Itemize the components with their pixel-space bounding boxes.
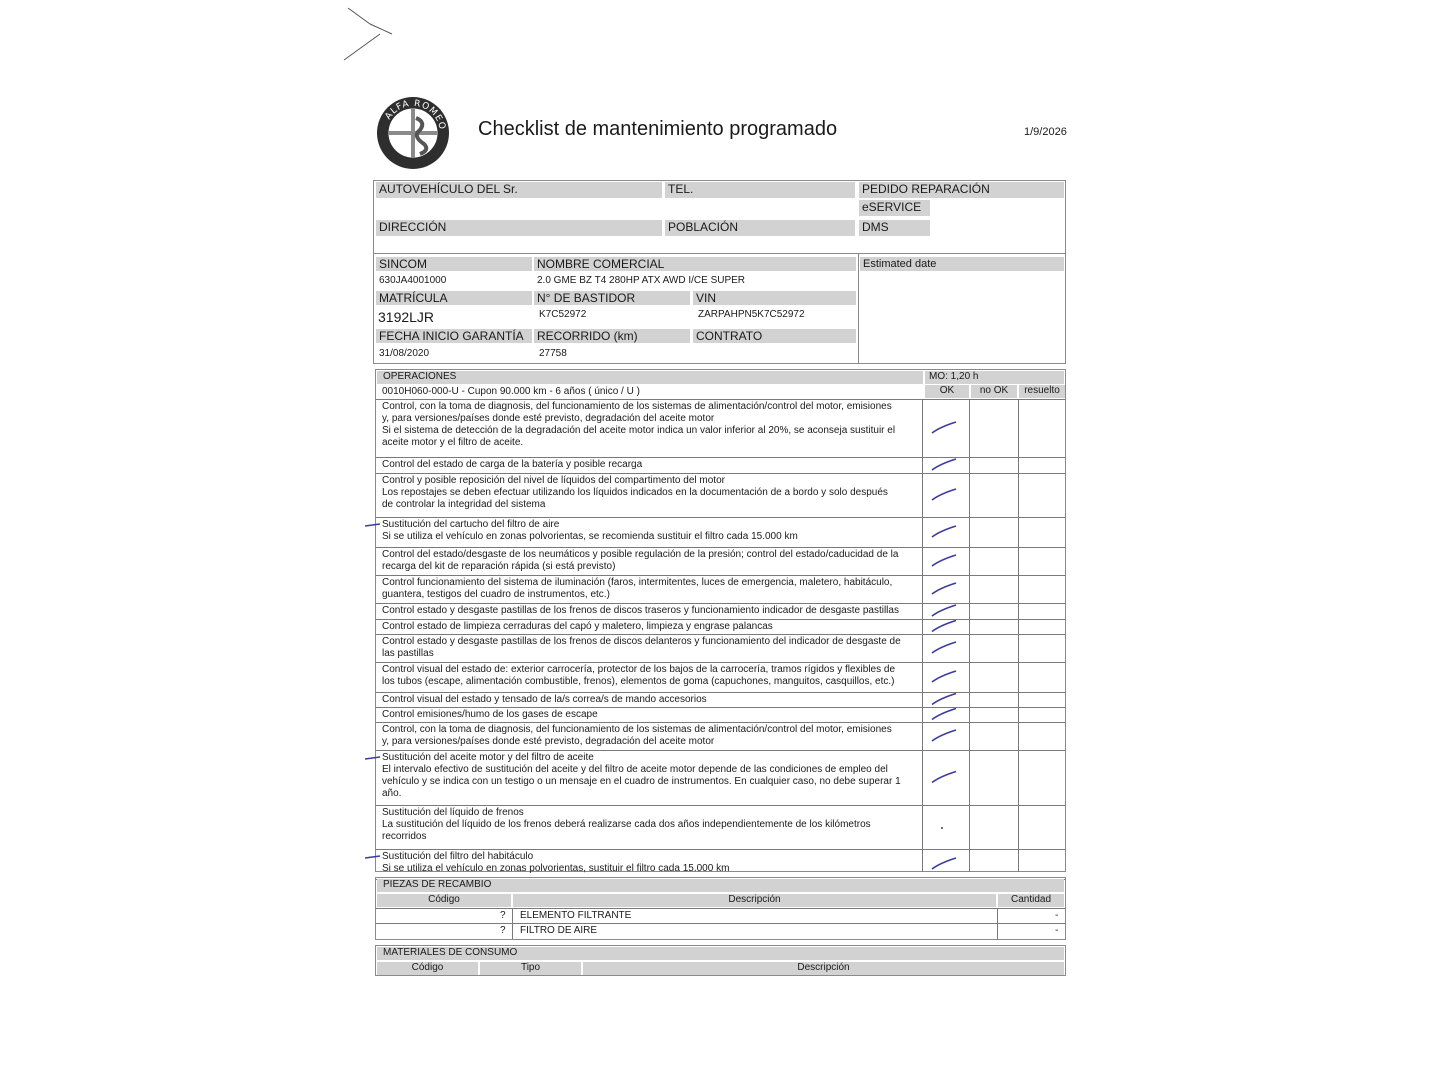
plate-value: 3192LJR bbox=[378, 309, 435, 325]
consumables-col-type: Tipo bbox=[480, 962, 581, 975]
dms-label: DMS bbox=[859, 220, 930, 236]
consumables-title: MATERIALES DE CONSUMO bbox=[377, 947, 1064, 960]
part-description: FILTRO DE AIRE bbox=[520, 925, 598, 936]
operation-text-line: y, para versiones/países donde esté previsto, degradación del aceite motor bbox=[382, 736, 715, 747]
ok-checkmark bbox=[926, 474, 970, 518]
address-label: DIRECCIÓN bbox=[376, 220, 662, 236]
coupon-label: 0010H060-000-U - Cupon 90.000 km - 6 años ( único / U ) bbox=[382, 386, 640, 397]
operation-row bbox=[376, 850, 1065, 880]
ok-checkmark bbox=[926, 518, 970, 548]
operation-text bbox=[382, 807, 918, 843]
page-title: Checklist de mantenimiento programado bbox=[478, 118, 838, 140]
col-divider bbox=[922, 400, 923, 872]
operation-text bbox=[382, 549, 918, 573]
operation-text-line: Control, con la toma de diagnosis, del funcionamiento de los sistemas de alimentación/control del motor, emisiones bbox=[382, 401, 892, 412]
operation-text-line: Si se utiliza el vehículo en zonas polvorientas, sustituir el filtro cada 15.000 km bbox=[382, 863, 730, 874]
operation-row bbox=[376, 620, 1065, 635]
divider bbox=[858, 253, 859, 363]
parts-col-description: Descripción bbox=[513, 894, 996, 907]
operation-text bbox=[382, 664, 918, 688]
ok-checkmark bbox=[926, 458, 970, 474]
operation-text-line: de controlar la integridad del sistema bbox=[382, 499, 546, 510]
operation-text-line: y, para versiones/países donde esté previsto, degradación del aceite motor bbox=[382, 413, 715, 424]
operation-row bbox=[376, 806, 1065, 850]
parts-col-code: Código bbox=[377, 894, 511, 907]
ok-checkmark bbox=[926, 400, 970, 458]
operation-row bbox=[376, 604, 1065, 620]
consumables-table bbox=[375, 945, 1066, 976]
commercial-name-label: NOMBRE COMERCIAL bbox=[534, 257, 856, 271]
operation-text-line: Sustitución del cartucho del filtro de aire bbox=[382, 519, 560, 530]
operation-text-line: Si se utiliza el vehículo en zonas polvorientas, se recomienda sustituir el filtro cada 15.000 km bbox=[382, 531, 798, 542]
operation-text-line: Control estado y desgaste pastillas de los frenos de discos delanteros y funcionamiento del indicador de desgaste de bbox=[382, 636, 901, 647]
alfa-romeo-logo bbox=[376, 96, 450, 170]
col-resolved-header: resuelto bbox=[1019, 385, 1065, 398]
operation-row bbox=[376, 635, 1065, 663]
margin-pen-mark bbox=[364, 754, 384, 762]
operation-text-line: Sustitución del líquido de frenos bbox=[382, 807, 524, 818]
operation-text-line: Sustitución del aceite motor y del filtro de aceite bbox=[382, 752, 594, 763]
operation-text-line: Control, con la toma de diagnosis, del funcionamiento de los sistemas de alimentación/control del motor, emisiones bbox=[382, 724, 892, 735]
operation-text bbox=[382, 851, 918, 875]
vehicle-owner-label: AUTOVEHÍCULO DEL Sr. bbox=[376, 182, 662, 198]
col-divider bbox=[969, 400, 970, 872]
chassis-value: K7C52972 bbox=[539, 309, 587, 320]
operation-row bbox=[376, 751, 1065, 806]
operation-row bbox=[376, 458, 1065, 474]
part-quantity: - bbox=[1055, 910, 1059, 921]
operation-text-line: Control emisiones/humo de los gases de escape bbox=[382, 709, 598, 720]
operation-text-line: guantera, testigos del cuadro de instrumentos, etc.) bbox=[382, 589, 610, 600]
col-nok-header: no OK bbox=[971, 385, 1017, 398]
svg-text:ALFA ROMEO: ALFA ROMEO bbox=[383, 98, 447, 132]
operation-text bbox=[382, 459, 918, 471]
parts-table bbox=[375, 877, 1066, 940]
margin-pen-mark bbox=[364, 853, 384, 861]
operation-text-line: Control y posible reposición del nivel de líquidos del compartimento del motor bbox=[382, 475, 725, 486]
operation-text-line: Control del estado de carga de la batería y posible recarga bbox=[382, 459, 643, 470]
margin-pen-mark bbox=[364, 521, 384, 529]
warranty-label: FECHA INICIO GARANTÍA bbox=[376, 329, 532, 343]
col-divider bbox=[1018, 400, 1019, 872]
operation-text bbox=[382, 605, 918, 617]
part-code: ? bbox=[500, 925, 506, 936]
ok-checkmark bbox=[926, 693, 970, 708]
chassis-label: N° DE BASTIDOR bbox=[534, 291, 690, 305]
warranty-value: 31/08/2020 bbox=[379, 348, 430, 359]
operation-text-line: Sustitución del filtro del habitáculo bbox=[382, 851, 534, 862]
operation-text-line: las pastillas bbox=[382, 648, 434, 659]
commercial-name-value: 2.0 GME BZ T4 280HP ATX AWD I/CE SUPER bbox=[537, 275, 746, 286]
operation-row bbox=[376, 548, 1065, 576]
operation-text-line: los tubos (escape, alimentación combustible, frenos), elementos de goma (capuchones, manguitos, casquillos, etc.) bbox=[382, 676, 895, 687]
operation-text bbox=[382, 694, 918, 706]
consumables-col-code: Código bbox=[377, 962, 478, 975]
ok-dot bbox=[926, 806, 970, 850]
city-label: POBLACIÓN bbox=[665, 220, 855, 236]
operation-row bbox=[376, 576, 1065, 604]
operation-text-line: aceite motor y el filtro de aceite. bbox=[382, 437, 524, 448]
operation-text bbox=[382, 475, 918, 511]
operation-text bbox=[382, 752, 918, 800]
operation-row bbox=[376, 693, 1065, 708]
operation-text-line: recarga del kit de reparación rápida (si está previsto) bbox=[382, 561, 616, 572]
ok-checkmark bbox=[926, 663, 970, 693]
ok-checkmark bbox=[926, 708, 970, 723]
operation-text-line: Control visual del estado de: exterior carrocería, protector de los bajos de la carrocería, tramos rígidos y flexibles de bbox=[382, 664, 896, 675]
sincom-value: 630JA4001000 bbox=[379, 275, 447, 286]
operation-text-line: Control visual del estado y tensado de la/s correa/s de mando accesorios bbox=[382, 694, 707, 705]
ok-checkmark bbox=[926, 635, 970, 663]
phone-label: TEL. bbox=[665, 182, 855, 198]
repair-order-label: PEDIDO REPARACIÓN bbox=[859, 182, 1064, 198]
plate-label: MATRÍCULA bbox=[376, 291, 532, 305]
estimated-date-label: Estimated date bbox=[860, 257, 1064, 271]
part-quantity: - bbox=[1055, 925, 1059, 936]
mileage-value: 27758 bbox=[539, 348, 567, 359]
part-code: ? bbox=[500, 910, 506, 921]
operation-text bbox=[382, 621, 918, 633]
labor-time: MO: 1,20 h bbox=[925, 371, 1064, 384]
operation-text-line: Si el sistema de detección de la degradación del aceite motor indica un valor inferior al 20%, se aconseja sustituir el bbox=[382, 425, 896, 436]
ok-checkmark bbox=[926, 723, 970, 751]
sincom-label: SINCOM bbox=[376, 257, 532, 271]
ok-checkmark bbox=[926, 604, 970, 620]
info-block bbox=[373, 180, 1066, 364]
ok-checkmark bbox=[926, 576, 970, 604]
parts-col-quantity: Cantidad bbox=[998, 894, 1064, 907]
operation-row bbox=[376, 518, 1065, 548]
part-description: ELEMENTO FILTRANTE bbox=[520, 910, 632, 921]
document-date: 1/9/2026 bbox=[1024, 126, 1067, 138]
operations-title: OPERACIONES bbox=[377, 371, 923, 384]
operation-text-line: Control del estado/desgaste de los neumáticos y posible regulación de la presión; control del estado/caducidad de la bbox=[382, 549, 899, 560]
operation-text-line: Los repostajes se deben efectuar utilizando los líquidos indicados en la documentación de a bordo y solo después bbox=[382, 487, 888, 498]
operation-row bbox=[376, 663, 1065, 693]
contract-label: CONTRATO bbox=[693, 329, 856, 343]
ok-checkmark bbox=[926, 548, 970, 576]
operation-text-line: Control funcionamiento del sistema de iluminación (faros, intermitentes, luces de emergencia, maletero, habitáculo, bbox=[382, 577, 893, 588]
operation-text bbox=[382, 709, 918, 721]
operation-text-line: Control estado y desgaste pastillas de los frenos de discos traseros y funcionamiento indicador de desgaste pastillas bbox=[382, 605, 899, 616]
vin-label: VIN bbox=[693, 291, 856, 305]
operation-text bbox=[382, 519, 918, 543]
operation-text bbox=[382, 636, 918, 660]
ok-checkmark bbox=[926, 620, 970, 635]
operation-text-line: recorridos bbox=[382, 831, 427, 842]
ok-checkmark bbox=[926, 850, 970, 880]
vin-value: ZARPAHPN5K7C52972 bbox=[698, 309, 805, 320]
operations-table bbox=[375, 369, 1066, 872]
consumables-col-description: Descripción bbox=[583, 962, 1064, 975]
mileage-label: RECORRIDO (km) bbox=[534, 329, 690, 343]
operation-text-line: El intervalo efectivo de sustitución del aceite y del filtro de aceite motor depende de las condiciones de empleo del bbox=[382, 764, 888, 775]
divider bbox=[374, 253, 1065, 254]
col-ok-header: OK bbox=[925, 385, 969, 398]
ok-checkmark bbox=[926, 751, 970, 806]
parts-title: PIEZAS DE RECAMBIO bbox=[377, 879, 1064, 892]
eservice-label: eSERVICE bbox=[859, 200, 930, 216]
operation-text bbox=[382, 724, 918, 748]
operation-row bbox=[376, 400, 1065, 458]
operation-text-line: año. bbox=[382, 788, 402, 799]
operation-text-line: vehículo y se indica con un testigo o un mensaje en el cuadro de instrumentos. En cualquier caso, no debe superar 1 bbox=[382, 776, 901, 787]
operation-row bbox=[376, 723, 1065, 751]
operation-row bbox=[376, 708, 1065, 723]
operation-text-line: La sustitución del líquido de los frenos deberá realizarse cada dos años independientemente de los kilómetros bbox=[382, 819, 871, 830]
operation-text bbox=[382, 401, 918, 449]
operation-text bbox=[382, 577, 918, 601]
scan-scribble-mark bbox=[340, 4, 420, 64]
operation-text-line: Control estado de limpieza cerraduras del capó y maletero, limpieza y engrase palancas bbox=[382, 621, 773, 632]
operation-row bbox=[376, 474, 1065, 518]
